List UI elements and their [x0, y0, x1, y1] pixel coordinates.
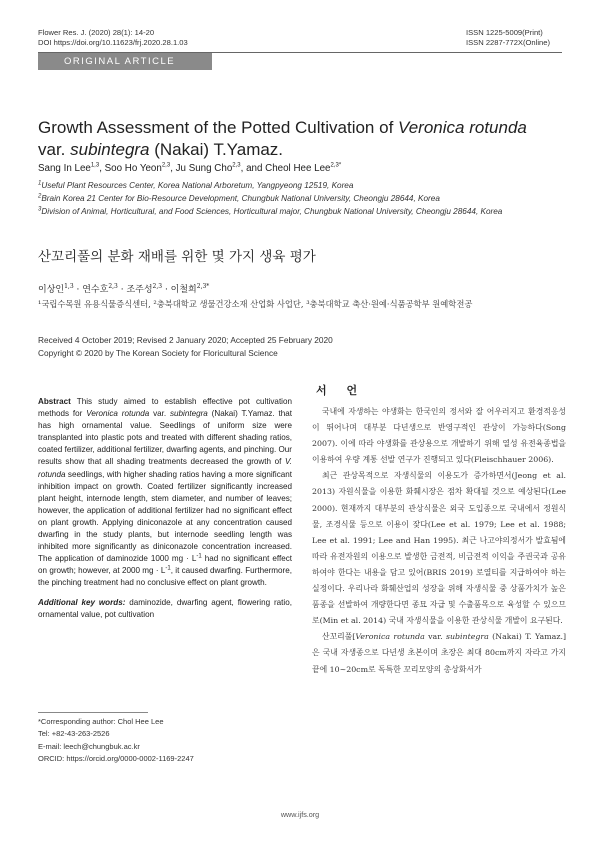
journal-header-left	[38, 28, 188, 48]
doi-link[interactable]: DOI https://doi.org/10.11623/frj.2020.28.1.03	[38, 38, 188, 47]
issn-print: ISSN 1225-5009(Print)	[466, 28, 543, 37]
introduction-body	[312, 404, 566, 678]
korean-affiliation: ¹국립수목원 유용식물증식센터, ²충북대학교 생물건강소재 산업화 사업단, ³충북대학교 축산·원예·식품공학부 원예학전공	[38, 299, 473, 309]
keywords: Additional key words: daminozide, dwarfing agent, flowering ratio, ornamental value, pot cultivation	[38, 597, 292, 619]
journal-header-right	[466, 28, 550, 48]
article-dates	[38, 334, 333, 359]
corresponding-author-footnote: *Corresponding author: Chol Hee Lee Tel: +82-43-263-2526 E-mail: leech@chungbuk.ac.kr ORCID: https://orcid.org/0000-0002-1169-2247	[38, 716, 194, 766]
issn-online: ISSN 2287-772X(Online)	[466, 38, 550, 47]
article-title: Growth Assessment of the Potted Cultivation of Veronica rotunda var. subintegra (Nakai) T.Yamaz.	[38, 118, 527, 159]
keywords-label: Additional key words:	[38, 597, 126, 607]
submission-history: Received 4 October 2019; Revised 2 January 2020; Accepted 25 February 2020	[38, 335, 333, 345]
footnote-rule	[38, 712, 148, 713]
korean-title: 산꼬리풀의 분화 재배를 위한 몇 가지 생육 평가	[38, 249, 316, 265]
journal-website[interactable]: www.ijfs.org	[280, 810, 320, 819]
abstract-section: Abstract This study aimed to establish effective pot cultivation methods for Veronica rotunda var. subintegra (Nakai) T.Yamaz. that has high ornamental value. Seedlings of uniform size were transplanted into plastic pots and treated with different shading ratios, coated fertilizer, additional fertilizer, dwarfing agents, and pinching. Our results show that all shading treatments decreased the growth of V. rotunda seedlings, with higher shading ratios having a more significant inhibition impact on growth. Coated fertilizer significantly increased plant height, internode length, stem diameter, and number of leaves; however, the application of additional fertilizer had no significant effect on plant growth. Applying diniconazole at any concentration caused dwarfing in the study plants, but internode seedling length was inhibited more significantly as diniconazole concentration increased. The application of daminozide 1000 mg · $L^{-1}$ had no significant effect on growth; however, at 2000 mg · $L^{-1}$, it caused dwarfing. Furthermore, the pinching treatment had no conclusive effect on plant growth. Additional key words: daminozide, dwarfing agent, flowering ratio, ornamental value, pot cultivation	[38, 396, 292, 621]
title-species: Veronica rotunda	[398, 118, 527, 137]
affiliation-1: $^1$Useful Plant Resources Center, Korea National Arboretum, Yangpyeong 12519, Korea	[38, 180, 354, 190]
journal-citation: Flower Res. J. (2020) 28(1): 14-20	[38, 28, 155, 37]
intro-paragraph-3: 산꼬리풀[Veronica rotunda var. subintegra (Nakai) T. Yamaz.]은 국내 자생종으로 다년생 초본이며 초장은 최대 80cm까지 자라고 가지 끝에 10~20cm로 독특한 꼬리모양의 총상화서가	[312, 632, 566, 674]
author-list: Sang In Lee$^{1,3}$, Soo Ho Yeon$^{2,3}$, Ju Sung Cho$^{2,3}$, and Cheol Hee Lee$^{2,3*}$	[38, 162, 342, 174]
introduction-heading: 서 언	[316, 384, 366, 397]
title-variety: subintegra	[70, 140, 150, 159]
abstract-label: Abstract	[38, 397, 71, 406]
intro-paragraph-2: 최근 관상목적으로 자생식물의 이용도가 증가하면서(Jeong et al. 2013) 자원식물을 이용한 화훼시장은 점차 확대될 것으로 예상된다(Lee 2000). 현재까지 대부분의 관상식물은 외국 도입종으로 국내에서 정원식물, 조경식물 등으로 이용이 잦다(Lee et al. 1979; Lee et al. 1988; Lee et al. 1991; Lee and Han 1995). 최근 나고야의정서가 발효됨에 따라 유전자원의 이용으로 발생한 금전적, 비금전적 이익을 주권국과 공유하여야 한다는 내용을 담고 있어(BRIS 2019) 로열티를 지급하여야 하는 실정이다. 우리나라 화훼산업의 성장을 위해 자생식물 중 상품가치가 높은 품종을 선발하여 개량한다면 종묘 자급 및 수출품목으로 육성할 수 있으므로(Min et al. 2014) 국내 자생식물을 이용한 관상식물 개발이 요구된다.	[312, 471, 566, 626]
affiliation-3: $^3$Division of Animal, Horticultural, and Food Sciences, Horticultural major, Chungbuk National University, Cheongju 28644, Korea	[38, 206, 503, 216]
orcid-link[interactable]: ORCID: https://orcid.org/0000-0002-1169-2247	[38, 754, 194, 764]
korean-author-list: 이상인$^{1,3}$ · 연수호$^{2,3}$ · 조주성$^{2,3}$ · 이철희$^{2,3*}$	[38, 283, 210, 295]
email-link[interactable]: E-mail: leech@chungbuk.ac.kr	[38, 741, 140, 751]
copyright-notice: Copyright © 2020 by The Korean Society for Floricultural Science	[38, 347, 278, 358]
affiliation-2: $^2$Brain Korea 21 Center for Bio-Resource Development, Chungbuk National University, Cheongju 28644, Korea	[38, 193, 440, 203]
article-type-tag: ORIGINAL ARTICLE	[38, 53, 212, 70]
intro-paragraph-1: 국내에 자생하는 야생화는 한국인의 정서와 잘 어우러지고 환경적응성이 뛰어나며 대부분 다년생으로 반영구적인 관상이 가능하다(Song 2007). 이에 따라 야생화를 관상용으로 개발하기 위해 열성 유전육종법을 이용하여 우량 계통 선발 연구가 진행되고 있다(Fleischhauer 2006).	[312, 407, 566, 465]
